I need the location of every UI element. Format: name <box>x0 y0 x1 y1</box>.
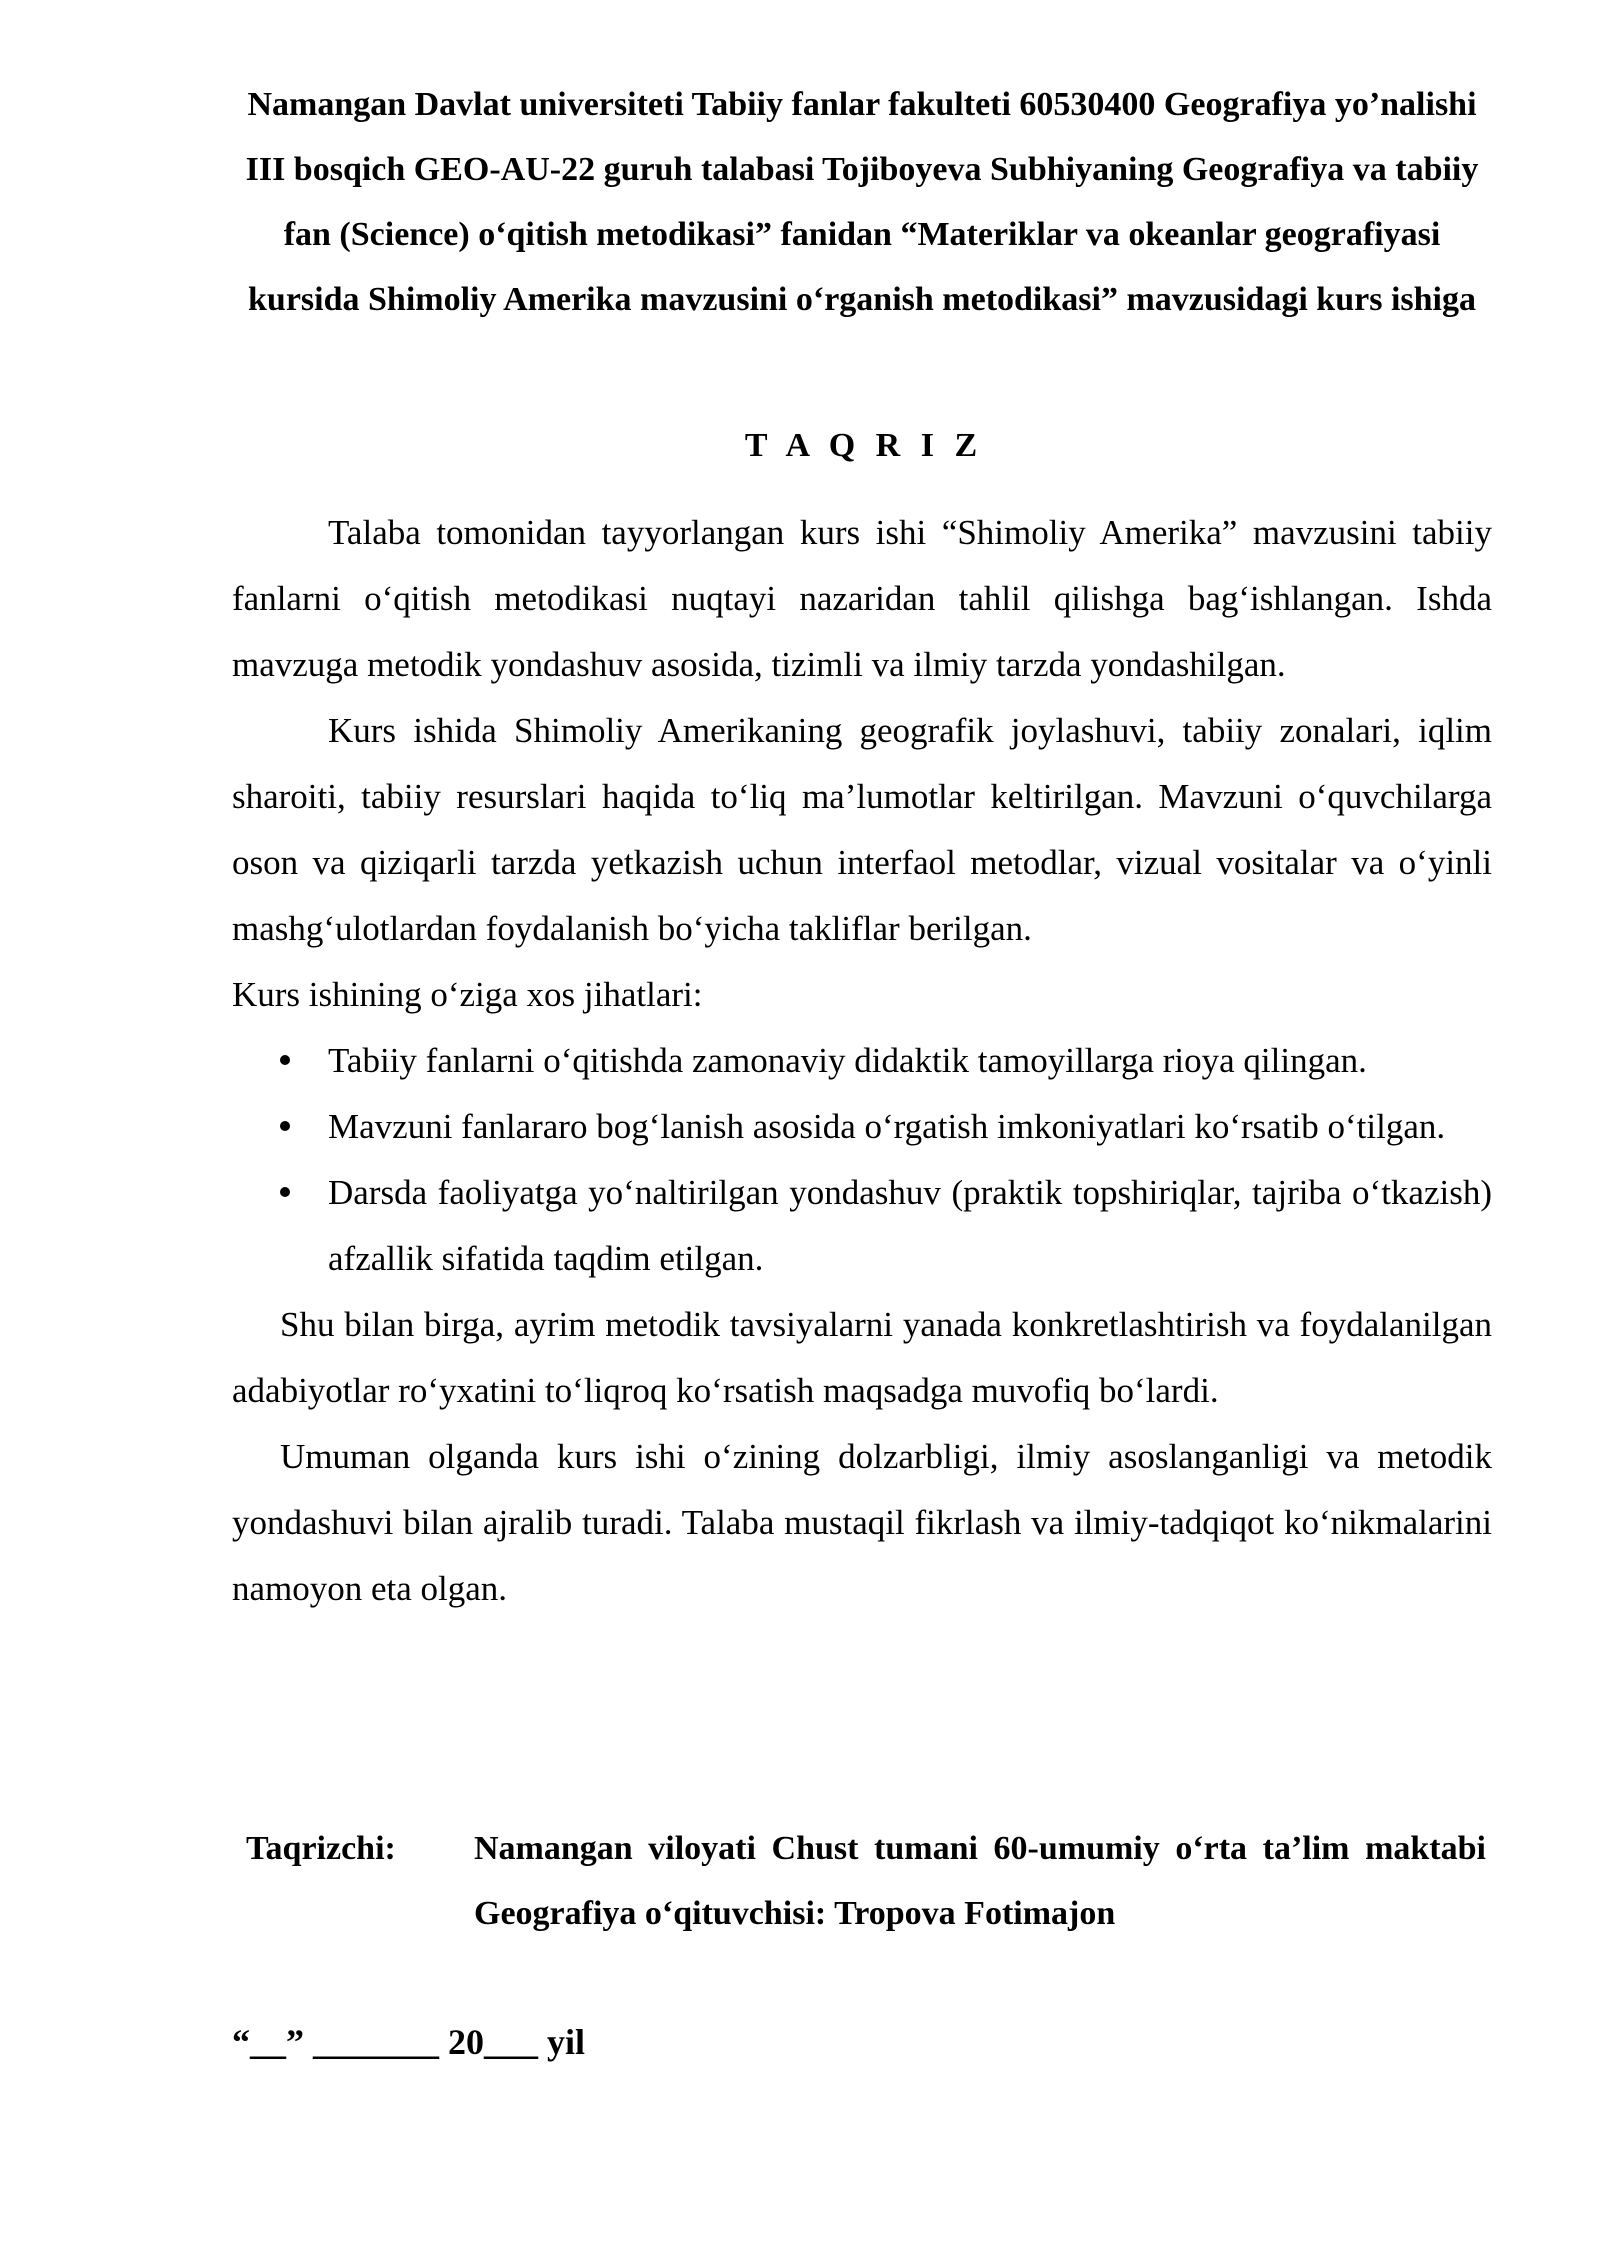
bullet-icon <box>280 1055 290 1065</box>
list-item-text: Darsda faoliyatga yo‘naltirilgan yondashuv (praktik topshiriqlar, tajriba o‘tkazish) afzallik sifatida taqdim etilgan. <box>328 1173 1492 1278</box>
list-item <box>232 1160 1492 1292</box>
list-item-text: Tabiiy fanlarni o‘qitishda zamonaviy didaktik tamoyillarga rioya qilingan. <box>328 1041 1367 1080</box>
list-item <box>232 1028 1492 1094</box>
reviewer-details: Namangan viloyati Chust tumani 60-umumiy o‘rta ta’lim maktabi Geografiya o‘qituvchisi: Tropova Fotimajon <box>474 1830 1486 1932</box>
paragraph-intro: Talaba tomonidan tayyorlangan kurs ishi “Shimoliy Amerika” mavzusini tabiiy fanlarni o‘qitish metodikasi nuqtayi nazaridan tahlil qilishga bag‘ishlangan. Ishda mavzuga metodik yondashuv asosida, tizimli va ilmiy tarzda yondashilgan. <box>232 513 1492 684</box>
bullet-icon <box>280 1121 290 1131</box>
review-body <box>232 500 1492 1622</box>
list-item-text: Mavzuni fanlararo bog‘lanish asosida o‘rgatish imkoniyatlari ko‘rsatib o‘tilgan. <box>328 1107 1446 1146</box>
reviewer-label: Taqrizchi: <box>246 1830 396 1867</box>
bullet-icon <box>280 1187 290 1197</box>
paragraph-content: Kurs ishida Shimoliy Amerikaning geografik joylashuvi, tabiiy zonalari, iqlim sharoiti, tabiiy resurslari haqida to‘liq ma’lumotlar keltirilgan. Mavzuni o‘quvchilarga oson va qiziqarli tarzda yetkazish uchun interfaol metodlar, vizual vositalar va o‘yinli mashg‘ulotlardan foydalanish bo‘yicha takliflar berilgan. <box>232 711 1492 948</box>
document-title: Namangan Davlat universiteti Tabiiy fanlar fakulteti 60530400 Geografiya yo’nalishi III bosqich GEO-AU-22 guruh talabasi Tojiboyeva Subhiyaning Geografiya va tabiiy fan (Science) o‘qitish metodikasi” fanidan “Materiklar va okeanlar geografiyasi kursida Shimoliy Amerika mavzusini o‘rganish metodikasi” mavzusidagi kurs ishiga <box>245 86 1479 318</box>
features-heading: Kurs ishining o‘ziga xos jihatlari: <box>232 975 703 1014</box>
date-line: “__” _______ 20___ yil <box>232 2022 586 2062</box>
paragraph-conclusion: Umuman olganda kurs ishi o‘zining dolzarbligi, ilmiy asoslanganligi va metodik yondashuvi bilan ajralib turadi. Talaba mustaqil fikrlash va ilmiy-tadqiqot ko‘nikmalarini namoyon eta olgan. <box>232 1437 1492 1608</box>
features-list <box>232 1028 1492 1292</box>
review-heading: T A Q R I Z <box>744 427 984 464</box>
paragraph-recommendation: Shu bilan birga, ayrim metodik tavsiyalarni yanada konkretlashtirish va foydalanilgan adabiyotlar ro‘yxatini to‘liqroq ko‘rsatish maqsadga muvofiq bo‘lardi. <box>232 1305 1492 1410</box>
list-item <box>232 1094 1492 1160</box>
reviewer-block <box>246 1816 1486 1946</box>
